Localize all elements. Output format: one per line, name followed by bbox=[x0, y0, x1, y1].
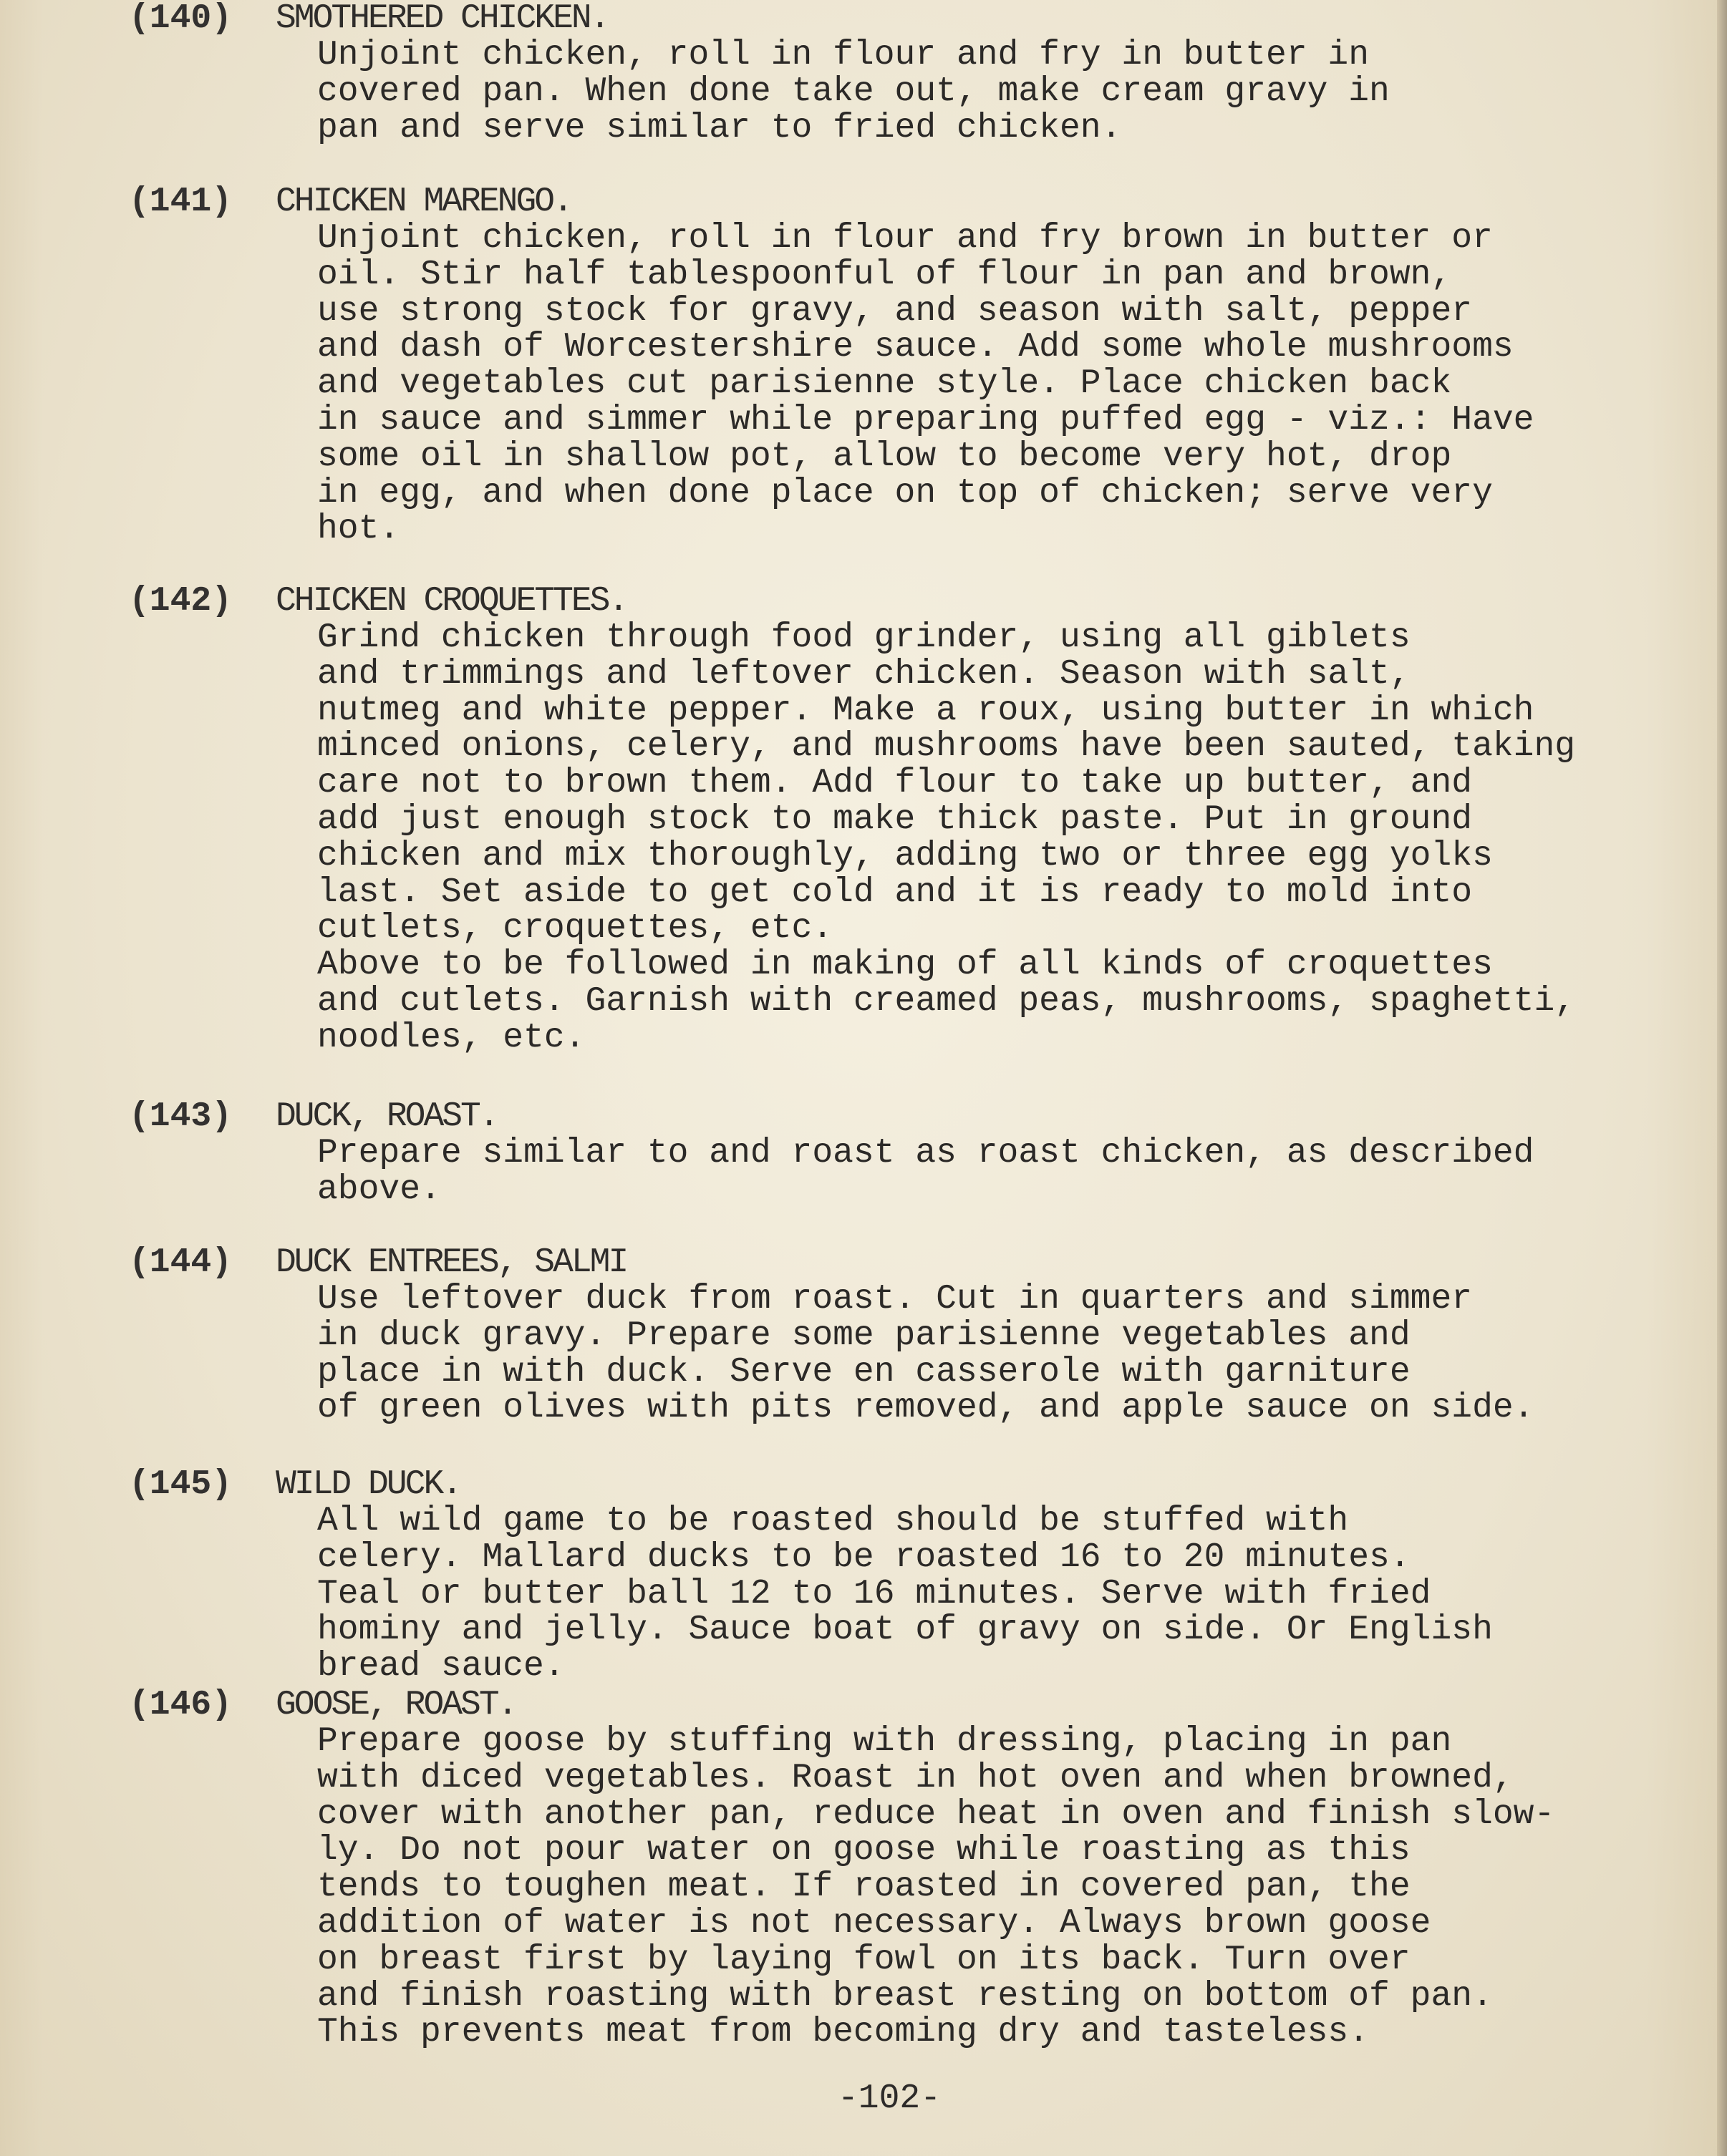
recipe-text bbox=[317, 220, 1534, 548]
recipe-line: pan and serve similar to fried chicken. bbox=[317, 108, 1122, 147]
recipe-line: and trimmings and leftover chicken. Season with salt, bbox=[317, 654, 1411, 694]
recipe-line: oil. Stir half tablespoonful of flour in pan and brown, bbox=[317, 255, 1452, 294]
recipe-line: in sauce and simmer while preparing puffed egg - viz.: Have bbox=[317, 400, 1534, 440]
recipe-line: and finish roasting with breast resting on bottom of pan. bbox=[317, 1976, 1493, 2016]
recipe-text bbox=[317, 1724, 1554, 2051]
recipe-line: hot. bbox=[317, 510, 400, 549]
recipe-line: use strong stock for gravy, and season with salt, pepper bbox=[317, 291, 1473, 331]
recipe-number: (143) bbox=[129, 1097, 233, 1136]
recipe-line: celery. Mallard ducks to be roasted 16 to 20 minutes. bbox=[317, 1538, 1411, 1577]
recipe-text bbox=[317, 1281, 1534, 1427]
recipe-text bbox=[317, 1135, 1534, 1208]
recipe-number: (145) bbox=[129, 1465, 233, 1504]
recipe-line: and vegetables cut parisienne style. Place chicken back bbox=[317, 364, 1452, 404]
recipe-title: SMOTHERED CHICKEN. bbox=[276, 0, 609, 38]
recipe-title: GOOSE, ROAST. bbox=[276, 1686, 516, 1724]
recipe-title: CHICKEN CROQUETTES. bbox=[276, 582, 627, 621]
recipe-title: CHICKEN MARENGO. bbox=[276, 183, 571, 221]
recipe-number: (146) bbox=[129, 1686, 233, 1724]
recipe-title: WILD DUCK. bbox=[276, 1465, 461, 1504]
recipe-line: some oil in shallow pot, allow to become very hot, drop bbox=[317, 437, 1452, 476]
recipe-line: on breast first by laying fowl on its back. Turn over bbox=[317, 1940, 1411, 1979]
recipe-line: add just enough stock to make thick paste. Put in ground bbox=[317, 800, 1473, 839]
recipe-line: care not to brown them. Add flour to take up butter, and bbox=[317, 764, 1473, 803]
recipe-text bbox=[317, 1503, 1493, 1685]
recipe-line: Above to be followed in making of all kinds of croquettes bbox=[317, 946, 1493, 985]
recipe-text bbox=[317, 620, 1575, 1057]
recipe-line: cover with another pan, reduce heat in oven and finish slow- bbox=[317, 1795, 1555, 1834]
recipe-line: minced onions, celery, and mushrooms have been sauted, taking bbox=[317, 727, 1576, 767]
recipe-line: Unjoint chicken, roll in flour and fry in butter in bbox=[317, 36, 1370, 74]
recipe-line: hominy and jelly. Sauce boat of gravy on side. Or English bbox=[317, 1611, 1493, 1650]
recipe-title: DUCK ENTREES, SALMI bbox=[276, 1243, 627, 1282]
recipe-line: tends to toughen meat. If roasted in covered pan, the bbox=[317, 1868, 1411, 1907]
page-number: -102- bbox=[838, 2079, 942, 2118]
recipe-number: (140) bbox=[129, 0, 233, 38]
recipe-line: above. bbox=[317, 1170, 441, 1209]
recipe-line: Teal or butter ball 12 to 16 minutes. Serve with fried bbox=[317, 1574, 1431, 1613]
recipe-line: ly. Do not pour water on goose while roasting as this bbox=[317, 1831, 1411, 1870]
recipe-number: (141) bbox=[129, 183, 233, 221]
recipe-line: All wild game to be roasted should be stuffed with bbox=[317, 1502, 1349, 1540]
recipe-line: Use leftover duck from roast. Cut in quarters and simmer bbox=[317, 1280, 1473, 1319]
recipe-line: last. Set aside to get cold and it is ready to mold into bbox=[317, 873, 1473, 912]
recipe-line: with diced vegetables. Roast in hot oven and when browned, bbox=[317, 1758, 1514, 1797]
recipe-line: place in with duck. Serve en casserole with garniture bbox=[317, 1352, 1411, 1392]
page-edge-shadow bbox=[1717, 0, 1727, 2156]
recipe-text bbox=[317, 37, 1390, 146]
recipe-line: This prevents meat from becoming dry and tasteless. bbox=[317, 2013, 1370, 2052]
recipe-title: DUCK, ROAST. bbox=[276, 1097, 498, 1136]
recipe-line: of green olives with pits removed, and apple sauce on side. bbox=[317, 1389, 1534, 1428]
recipe-line: cutlets, croquettes, etc. bbox=[317, 909, 833, 948]
recipe-line: noodles, etc. bbox=[317, 1018, 586, 1057]
recipe-line: in egg, and when done place on top of chicken; serve very bbox=[317, 473, 1493, 513]
recipe-line: and cutlets. Garnish with creamed peas, mushrooms, spaghetti, bbox=[317, 981, 1576, 1021]
recipe-line: chicken and mix thoroughly, adding two or three egg yolks bbox=[317, 836, 1493, 875]
recipe-line: addition of water is not necessary. Always brown goose bbox=[317, 1903, 1431, 1943]
recipe-number: (142) bbox=[129, 582, 233, 621]
recipe-line: Grind chicken through food grinder, using all giblets bbox=[317, 618, 1411, 657]
recipe-line: and dash of Worcestershire sauce. Add some whole mushrooms bbox=[317, 328, 1514, 367]
recipe-line: Unjoint chicken, roll in flour and fry brown in butter or bbox=[317, 219, 1493, 258]
recipe-line: Prepare similar to and roast as roast chicken, as described bbox=[317, 1134, 1534, 1172]
recipe-line: bread sauce. bbox=[317, 1647, 565, 1686]
recipe-line: Prepare goose by stuffing with dressing, placing in pan bbox=[317, 1722, 1452, 1761]
recipe-number: (144) bbox=[129, 1243, 233, 1282]
recipe-line: nutmeg and white pepper. Make a roux, using butter in which bbox=[317, 691, 1534, 730]
recipe-line: in duck gravy. Prepare some parisienne vegetables and bbox=[317, 1316, 1411, 1355]
recipe-line: covered pan. When done take out, make cream gravy in bbox=[317, 72, 1390, 111]
